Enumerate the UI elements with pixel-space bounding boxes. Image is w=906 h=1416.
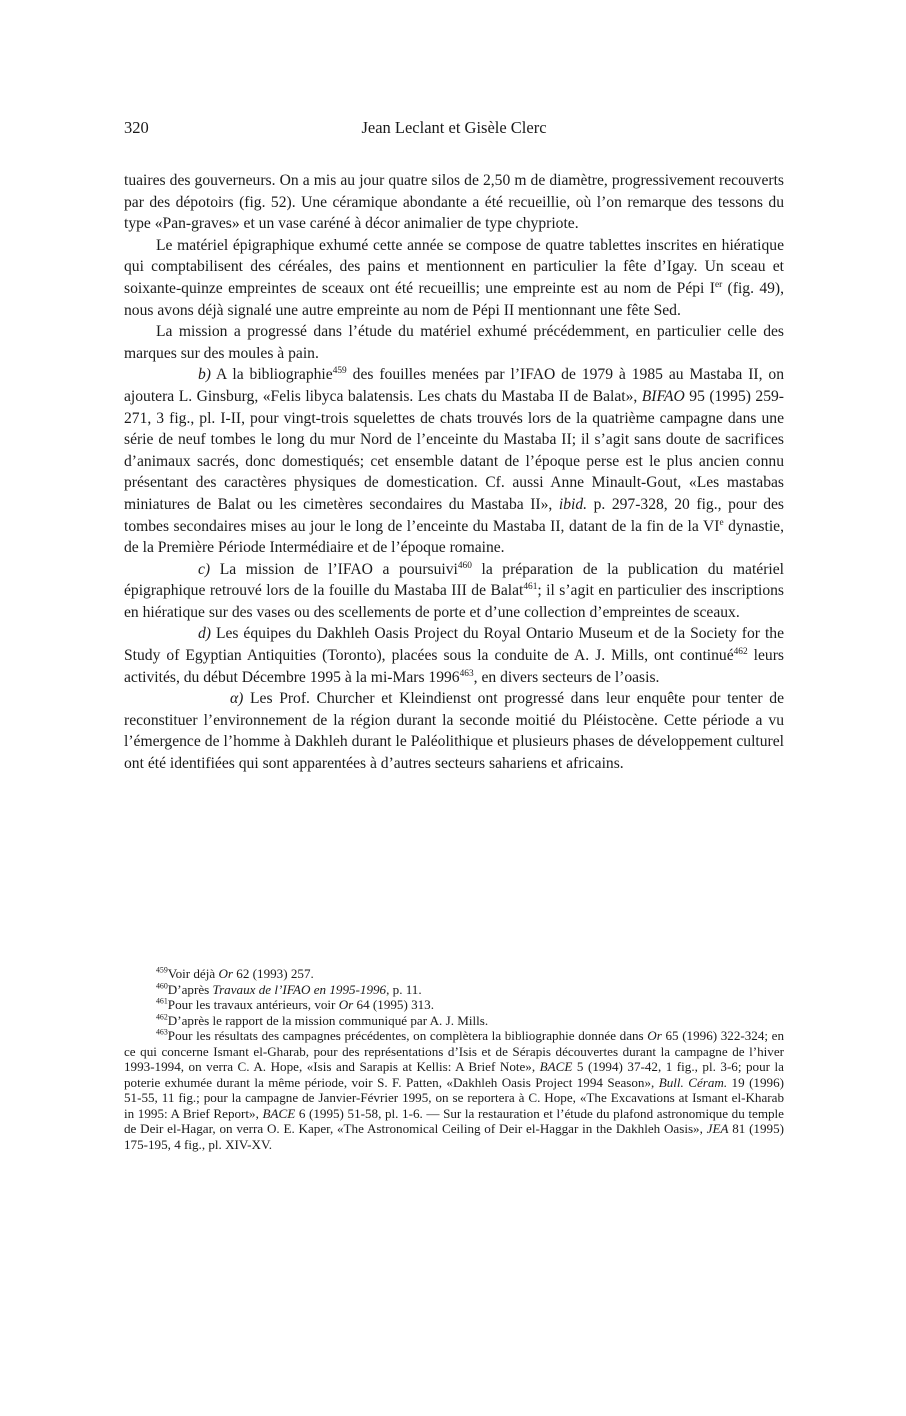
text-run: Le matériel épigraphique exhumé cette année se compose de quatre tablettes inscrites en hiératique qui comptabilisent des céréales, des pains et mentionnent en particulier la fête d’Igay. Un sceau et soixante-quinze empreintes de sceaux ont été recueillis; une empreinte est au nom de Pépi I (124, 236, 784, 297)
text-run: Les Prof. Churcher et Kleindienst ont progressé dans leur enquête pour tenter de reconstituer l’environnement de la région durant la seconde moitié du Pléistocène. Cette période a vu l’émergence de l’homme à Dakhleh durant le Paléolithique et plusieurs phases de développement culturel ont été identifiées qui sont apparentées à d’autres secteurs sahariens et africains. (124, 690, 784, 773)
text-run: 6 (1995) 51-58, pl. 1-6. — Sur la restauration et l’étude du plafond astronomique du temple de Deir el-Hagar, on verra O. E. Kaper, «The Astronomical Ceiling of Deir el-Haggar in the Dakhleh Oasis», (124, 1105, 784, 1136)
text-run: leurs activités, du début Décembre 1995 à la mi-Mars 1996 (124, 647, 784, 686)
text-run: la préparation de la publication du matériel épigraphique retrouvé lors de la fouille du Mastaba III de Balat (124, 560, 784, 600)
text-run: D’après le rapport de la mission communiqué par A. J. Mills. (167, 1012, 489, 1028)
footnote-number: 463 (156, 1027, 168, 1037)
footnote-number: 462 (156, 1012, 168, 1022)
text-run: 19 (1996) 51-55, 11 fig.; pour la campagne de Janvier-Février 1995, on se reportera à C. Hope, «The Excavations at Ismant el-Kharab in 1995: A Brief Report», (124, 1074, 784, 1121)
text-run: La mission de l’IFAO a poursuivi (210, 560, 458, 578)
italic-text: BACE (262, 1105, 296, 1121)
text-run: Pour les résultats des campagnes précédentes, on complètera la bibliographie donnée dans (167, 1028, 648, 1043)
paragraph (124, 688, 784, 774)
text-run: Pour les travaux antérieurs, voir (167, 997, 339, 1012)
footnote (124, 1013, 784, 1029)
italic-text: BACE (539, 1059, 573, 1074)
text-run: 62 (1993) 257. (233, 966, 314, 981)
note-reference: 461 (523, 582, 538, 593)
footnote-number: 460 (156, 981, 168, 991)
paragraph (124, 364, 784, 558)
italic-text: ibid. (558, 495, 588, 513)
italic-text: BIFAO (641, 387, 685, 405)
text-run: (fig. 49), nous avons déjà signalé une autre empreinte au nom de Pépi II mentionnant une fête Sed. (124, 279, 785, 319)
text-run: dynastie, de la Première Période Intermédiaire et de l’époque romaine. (124, 517, 784, 557)
text-run: 64 (1995) 313. (353, 997, 435, 1012)
text-run: 5 (1994) 37-42, 1 fig., pl. 3-6; pour la poterie exhumée durant la même période, voir S. F. Patten, «Dakhleh Oasis Project 1994 Season», (124, 1059, 784, 1090)
text-run: ; il s’agit en particulier des inscriptions en hiératique sur des vases ou des scellements de porte et d’une collection d’empreintes de sceaux. (124, 582, 784, 621)
footnote (124, 982, 784, 998)
text-run: A la bibliographie (211, 366, 333, 384)
footnote (124, 997, 784, 1013)
page-header (124, 118, 784, 142)
text-run: La mission a progressé dans l’étude du matériel exhumé précédemment, en particulier celle des marques sur des moules à pain. (124, 323, 784, 362)
text-run: D’après (167, 981, 213, 997)
footnote (124, 966, 784, 982)
text-run: Voir déjà (167, 966, 219, 981)
footnotes (124, 966, 784, 1152)
paragraph (124, 170, 784, 235)
text-run: , en divers secteurs de l’oasis. (473, 668, 660, 686)
italic-text: d) (198, 625, 211, 643)
italic-text: Or (338, 997, 354, 1012)
italic-text: c) (198, 560, 211, 578)
text-run: des fouilles menées par l’IFAO de 1979 à 1985 au Mastaba II, on ajoutera L. Ginsburg, «Felis libyca balatensis. Les chats du Mastaba II de Balat», (124, 366, 785, 405)
note-reference: 462 (733, 646, 748, 657)
italic-text: b) (198, 366, 211, 384)
italic-text: JEA (706, 1121, 729, 1136)
body-text (124, 170, 784, 775)
note-reference: 463 (459, 668, 474, 679)
paragraph (124, 559, 784, 624)
note-reference: 460 (457, 560, 472, 571)
note-reference: er (714, 279, 723, 290)
text-run: 65 (1996) 322-324; en ce qui concerne Ismant el-Gharab, pour des représentations d’Isis et de Sérapis découvertes durant la campagne de l’hiver 1993-1994, on verra C. A. Hope, «Isis and Sarapis at Kellis: A Brief Note», (124, 1028, 784, 1074)
page-number: 320 (124, 118, 149, 137)
text-run: , p. 11. (386, 981, 422, 997)
text-run: 95 (1995) 259-271, 3 fig., pl. I-II, pour vingt-trois squelettes de chats trouvés lors de la quatrième campagne dans une série de neuf tombes le long du mur Nord de l’enceinte du Mastaba II; il s’agit sans doute de sacrifices d’animaux sacrés, donc domestiqués; cet ensemble datant de l’époque perse est le plus ancien connu présentant des caractères physiques de domestication. Cf. aussi Anne Minault-Gout, «Les mastabas miniatures de Balat ou les cimetères secondaires du Mastaba II», (124, 387, 784, 513)
italic-text: Or (647, 1028, 662, 1043)
italic-text: Travaux de l’IFAO en 1995-1996 (212, 981, 387, 997)
text-run: tuaires des gouverneurs. On a mis au jour quatre silos de 2,50 m de diamètre, progressivement recouverts par des dépotoirs (fig. 52). Une céramique abondante a été recueillie, où l’on remarque des tessons du type «Pan-graves» et un vase caréné à décor animalier de type chypriote. (124, 172, 784, 233)
italic-text: Bull. Céram. (658, 1074, 728, 1090)
italic-text: α) (230, 690, 244, 708)
footnote-number: 461 (156, 996, 168, 1006)
footnote (124, 1028, 784, 1152)
text-run: p. 297-328, 20 fig., pour des tombes secondaires mises au jour le long de l’enceinte du Mastaba II, datant de la fin de la VI (124, 495, 784, 535)
paragraph (124, 235, 784, 321)
italic-text: Or (218, 966, 234, 981)
running-head: Jean Leclant et Gisèle Clerc (361, 118, 547, 137)
note-reference: e (719, 517, 724, 528)
text-run: Les équipes du Dakhleh Oasis Project du Royal Ontario Museum et de la Society for the Study of Egyptian Antiquities (Toronto), placées sous la conduite de A. J. Mills, ont continué (124, 625, 784, 665)
note-reference: 459 (332, 366, 347, 377)
text-run: 81 (1995) 175-195, 4 fig., pl. XIV-XV. (124, 1121, 784, 1152)
paragraph (124, 321, 784, 364)
paragraph (124, 623, 784, 688)
footnote-number: 459 (156, 965, 168, 975)
